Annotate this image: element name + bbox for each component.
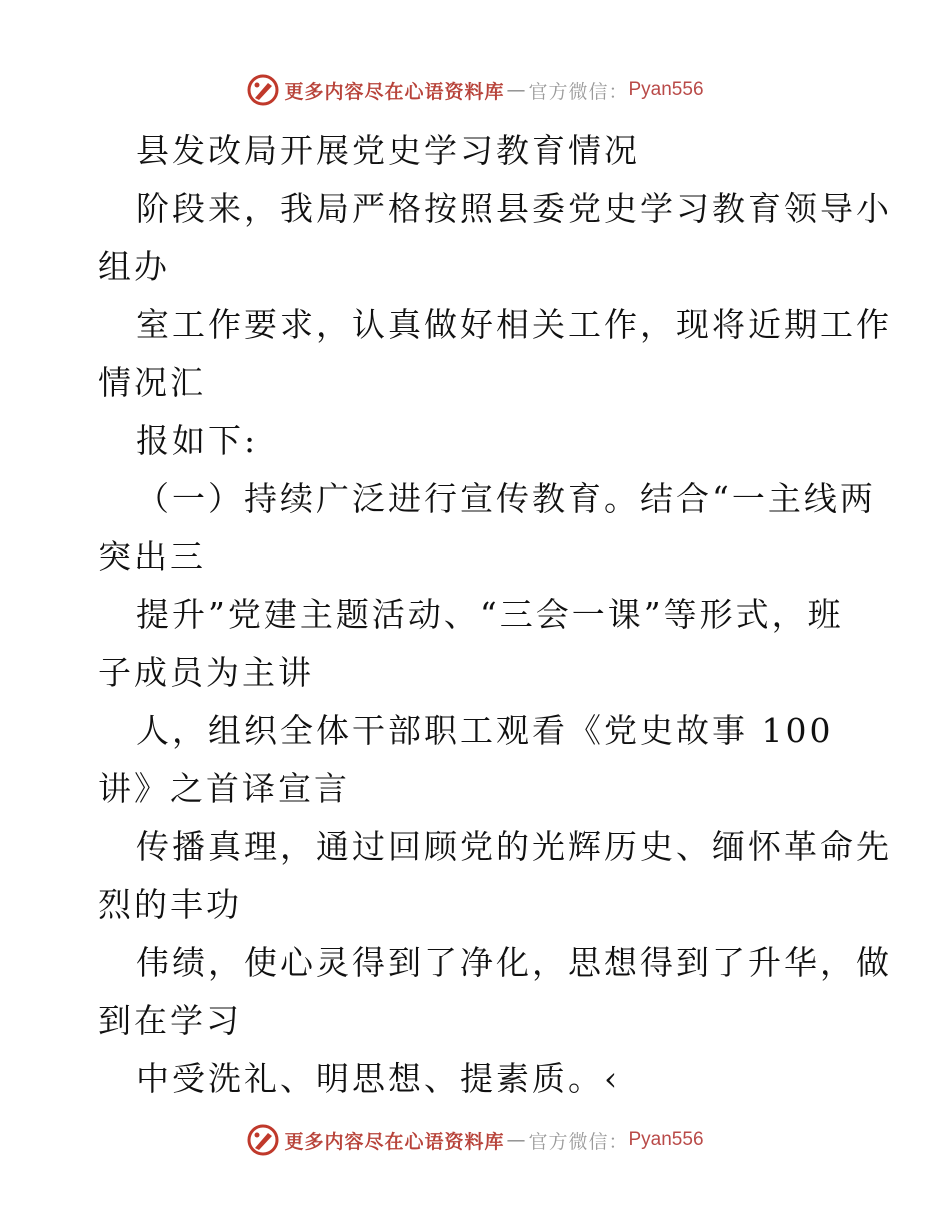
doc-title: 县发改局开展党史学习教育情况 xyxy=(136,131,640,170)
doc-line: 组办 xyxy=(98,247,170,286)
doc-line: 伟绩，使心灵得到了净化，思想得到了升华，做 xyxy=(136,943,892,982)
watermark-label: 官方微信： xyxy=(528,80,629,103)
doc-line: 传播真理，通过回顾党的光辉历史、缅怀革命先 xyxy=(136,827,892,866)
watermark-wechat-id: Pyan556 xyxy=(628,79,704,100)
doc-line: 报如下: xyxy=(136,421,259,460)
doc-line: 到在学习 xyxy=(98,1001,242,1040)
watermark-dash: — xyxy=(506,79,527,101)
watermark-brand: 更多内容尽在心语资料库 xyxy=(284,80,505,103)
header-watermark xyxy=(0,70,950,110)
watermark-wechat-id: Pyan556 xyxy=(628,1129,704,1150)
doc-line: 阶段来，我局严格按照县委党史学习教育领导小 xyxy=(136,189,892,228)
doc-line: 情况汇 xyxy=(98,363,206,402)
pen-logo-icon xyxy=(246,1123,280,1157)
doc-line: 讲》之首译宣言 xyxy=(98,769,350,808)
footer-watermark xyxy=(0,1120,950,1160)
document-body xyxy=(98,122,892,1108)
doc-line: 子成员为主讲 xyxy=(98,653,314,692)
doc-line: 人，组织全体干部职工观看《党史故事 100 xyxy=(136,711,834,750)
doc-line: （一）持续广泛进行宣传教育。结合“一主线两 xyxy=(136,479,876,518)
doc-line: 室工作要求，认真做好相关工作，现将近期工作 xyxy=(136,305,892,344)
watermark-brand: 更多内容尽在心语资料库 xyxy=(284,1130,505,1153)
doc-line: 中受洗礼、明思想、提素质。‹ xyxy=(136,1059,621,1098)
pen-logo-icon xyxy=(246,73,280,107)
watermark-label: 官方微信： xyxy=(528,1130,629,1153)
doc-line: 烈的丰功 xyxy=(98,885,242,924)
doc-line: 提升”党建主题活动、“三会一课”等形式，班 xyxy=(136,595,844,634)
watermark-dash: — xyxy=(506,1129,527,1151)
doc-line: 突出三 xyxy=(98,537,206,576)
